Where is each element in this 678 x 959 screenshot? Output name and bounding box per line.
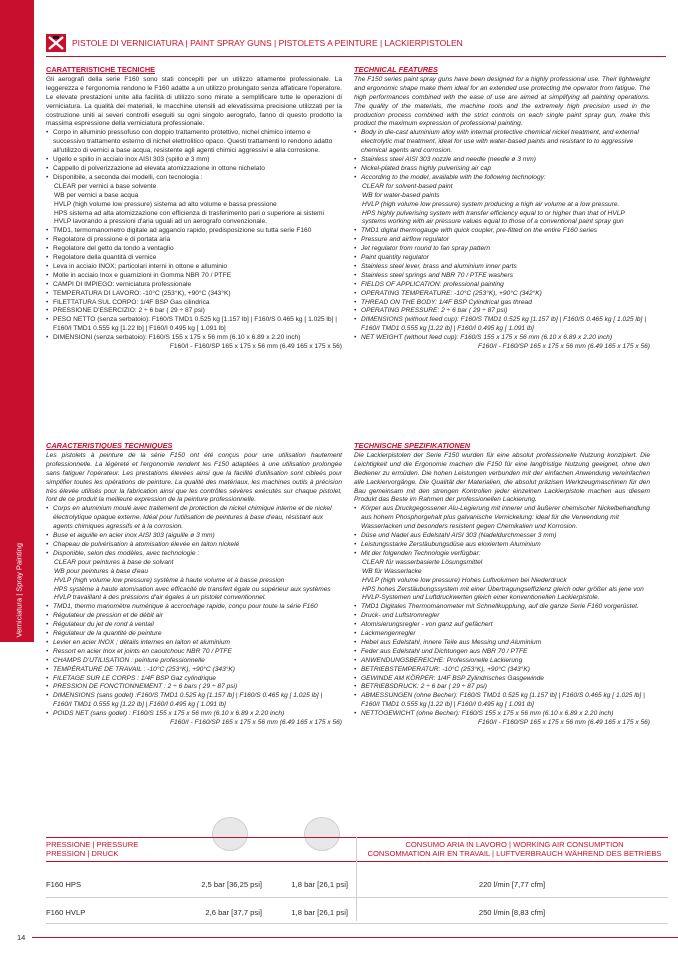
list-item: • TMD1, thermo manomètre numérique à accrochage rapide, conçu pour toute la série F160 [46, 603, 342, 612]
list-item: HVLP (high volume low pressure) Hohes Luftvolumen bei Niederdruck [362, 576, 567, 584]
intro-fr: Les pistolets à peinture de la série F150 ont été conçus pour une utilisation hautement professionnelle. La légèreté et l'ergonomie rendent les F150 adaptées à une utilisation prolongée sans fatiguer l'opérateur. Les prestations élevées ainsi que la facilité d'utilisation sont cibleés pour simplifier toutes les opérations de peinture. La qualité des matériaux, les machines outils à précision très élevée utilisés pour la fabrication ainsi que les contrôles sévères exécutés sur chaque pistolet, font de ce produit la meilleure expression de la peinture professionnelle. [46, 451, 342, 504]
sidebar-label [4, 542, 30, 640]
nozzle-thumbnail-icon [304, 817, 340, 851]
list-item: CLEAR per vernici a base solvente [54, 182, 157, 190]
page-title: PISTOLE DI VERNICIATURA | PAINT SPRAY GUNS | PISTOLETS A PEINTURE | LACKIERPISTOLEN [72, 38, 463, 48]
feature-list-de [354, 505, 650, 728]
list-item: • Düse und Nadel aus Edelstahl AISI 303 (Nadeldurchmesser 3 mm) [354, 532, 650, 541]
intro-it: Gli aerografi della serie F160 sono stati concepiti per un utilizzo altamente professionale. La leggerezza e l'ergonomia rendono le F160 adatte a un utilizzo prolungato senza affaticare l'operatore. Le elevate prestazioni unite alla facilità di utilizzo sono mirate a semplificare tutte le operazioni di verniciatura. La qualità dei materiali, le macchine utensili ad elevatissima precisione utilizzati per la costruzione uniti ai severi controlli eseguiti su ogni singolo aerografo, fanno di questo prodotto la massima espressione della verniciatura professionale. [46, 75, 343, 128]
list-item: • TMD1 digital thermogauge with quick coupler, pre-fitted on the entire F160 series [354, 227, 650, 236]
list-item: • NETTOGEWICHT (ohne Becher): F160/S 155 x 175 x 56 mm (6.10 x 6.89 x 2.20 inch) [354, 710, 650, 719]
list-item: CLEAR für wasserbasierte Lösungsmittel [362, 558, 483, 566]
row-consumption: 250 l/min [8,83 cfm] [478, 908, 546, 917]
list-item: WB pour peintures à base d'eau [54, 567, 148, 575]
list-item: HPS sistema ad alta atomizzazione con efficienza di trasferimento pari o superiore ai sistemi HVLP lavorando a pressioni d'aria uguali ad un aerografo convenzionale. [54, 209, 324, 226]
list-item: • Chapeau de pulvérisation à atomisation élevée en laiton nickelé [46, 541, 342, 550]
list-item: • Levier en acier INOX ; détails internes en laiton et aluminium [46, 639, 342, 648]
list-item: • FIELDS OF APPLICATION: professional painting [354, 281, 650, 290]
sidebar-label-text: Verniciatura | Spray Painting [14, 542, 24, 638]
list-item: • Régulateur de pression et de débit air [46, 612, 342, 621]
list-item: • DIMENSIONS (sans godet) :F160/S TMD1 0.525 kg [1.157 lb] | F160/S 0.465 kg [ 1.025 lb] | F160/I TMD1 0.555 kg [1.22 lb] | F160/I 0.495 kg [ 1.091 lb] [46, 692, 342, 710]
pressure-header [46, 840, 138, 858]
list-item: • NET WEIGHT (without feed cup): F160/S 155 x 175 x 56 mm (6.10 x 6.89 x 2.20 inch) [354, 334, 650, 343]
list-item: • Régulateur de la quantité de peinture [46, 630, 342, 639]
row-consumption: 220 l/min [7,77 cfm] [478, 880, 546, 889]
list-item: • CAMPI DI IMPIEGO: verniciatura professionale [46, 281, 342, 290]
row-pressure-1: 2,6 bar [37,7 psi] [205, 908, 262, 917]
list-item: HVLP (high volume low pressure) system producing a high air volume at a low pressure. [362, 200, 620, 208]
list-item: • Disponible, selon des modèles, avec technologie : [46, 550, 342, 559]
list-item: • Atomisierungsregler - von ganz auf gefächert [354, 621, 650, 630]
list-item: • CHAMPS D'UTILISATION : peinture professionnelle [46, 657, 342, 666]
list-item: • TMD1, termomanometro digitale ad aggancio rapido, predisposizione su tutta serie F160 [46, 227, 342, 236]
list-item: WB für Wasserlacke [362, 567, 422, 575]
list-item: • Jet regulator from round to fan spray pattern [354, 245, 650, 254]
list-item: CLEAR for solvent-based paint [362, 182, 453, 190]
page-header [46, 34, 666, 54]
list-item: F160/I - F160/SP 165 x 175 x 56 mm (6.49 165 x 175 x 56) [169, 719, 342, 727]
list-item: • Régulateur du jet de rond à ventail [46, 621, 342, 630]
section-de [354, 442, 650, 728]
header-divider [46, 56, 666, 57]
list-item: • Lackmengenregler [354, 630, 650, 639]
row-pressure-1: 2,5 bar [36,25 psi] [201, 880, 262, 889]
list-item: F160/I - F160/SP 165 x 175 x 56 mm (6.49 165 x 175 x 56) [477, 719, 650, 727]
section-en [354, 66, 650, 352]
list-item: • Leistungsstarke Zerstäubungsdüse aus eloxiertem Aluminium [354, 541, 650, 550]
list-item: • OPERATING TEMPERATURE: -10°C (253°K), +90°C (342°K) [354, 290, 650, 299]
intro-de: Die Lackierpistolen der Serie F150 wurden für eine absolut professionelle Nutzung konzipiert. Die Leichtigkeit und die Ergonomie machen die F150 für eine langfristige Nutzung geeignet, ohne den Bediener zu ermüden. Die hohen Leistungen verbunden mit der einfachen Anwendung vereinfachen alle Lackiervorgänge. Die Qualität der Materialien, die absolut präzisen Werkzeugmaschinen für den Bau gemeinsam mit den strengen Kontrollen jeder einzelnen Lackierpistole machen aus diesem Produkt das Beste im Rahmen der professionellen Lackierung. [354, 451, 650, 504]
list-item: • ABMESSUNGEN (ohne Becher): F160/S TMD1 0.525 kg [1.157 lb] | F160/S 0.465 kg [ 1.025 lb] | F160/I TMD1 0.555 kg [1.22 lb] | F160/I 0.495 kg [ 1.091 lb] [354, 692, 650, 710]
list-item: • Leva in acciaio INOX; particolari interni in ottone e alluminio [46, 263, 342, 272]
section-heading-fr: CARACTERISTIQUES TECHNIQUES [46, 441, 173, 450]
section-heading-it: CARATTERISTICHE TECNICHE [46, 65, 156, 74]
list-item: • POIDS NET (sans godet) : F160/S 155 x 175 x 56 mm (6.10 x 6.89 x 2.20 inch) [46, 710, 342, 719]
list-item: F160/I - F160/SP 165 x 175 x 56 mm (6.49 165 x 175 x 56) [477, 343, 650, 351]
list-item: • TEMPÉRATURE DE TRAVAIL : -10°C (253°K), +90°C (343°K) [46, 666, 342, 675]
list-item: • According to the model, available with the following technology: [354, 174, 650, 183]
list-item: • Körper aus Druckgegossener Alu-Legierung mit innerer und äußerer chemischer Nickelbehandlung aus hohem Phosphorgehalt plus galvanische Vernickelung: ideal für die Verwendung mit Wasserlacken und besonders resistent gegen Chemikalien und Korrosion. [354, 505, 650, 532]
list-item: • GEWINDE AM KÖRPER: 1/4F BSP Zylindrisches Gasgewinde [354, 675, 650, 684]
feature-list-fr [46, 505, 342, 728]
list-item: • Stainless steel lever, brass and aluminium inner parts [354, 263, 650, 272]
list-item: • TEMPERATURA DI LAVORO: -10°C (253°K), +90°C (343°K) [46, 290, 342, 299]
brand-logo-icon [46, 34, 66, 52]
list-item: • DIMENSIONS (without feed cup): F160/S TMD1 0.525 kg [1.157 lb] | F160/S 0.465 kg [ 1.025 lb] | F160/I TMD1 0.555 kg [1.22 lb] | F160/I 0.495 kg [ 1.091 lb] [354, 316, 650, 334]
list-item: • Corps en aluminium moulé avec traitement de protection de nickel chimique interne et de nickel électrolytique opaque externe. Idéal pour l'utilisation de peintures à base d'eau, résistant aux agents chimiques agressifs et à la corrosion. [46, 505, 342, 532]
list-item: HPS système à haute atomisation avec efficacité de transfert égale ou supérieur aux systèmes HVLP travaillant à des pressions d'air égales à un pistolet conventionnel. [54, 585, 331, 602]
pressure-header-line2: PRESSION | DRUCK [46, 849, 119, 858]
section-heading-en: TECHNICAL FEATURES [354, 65, 438, 74]
list-item: • Mit der folgenden Technologie verfügbar: [354, 550, 650, 559]
list-item: • Stainless steel springs and NBR 70 / PTFE washers [354, 272, 650, 281]
list-item: CLEAR pour peintures à base de solvant [54, 558, 174, 566]
list-item: • Paint quantity regulator [354, 254, 650, 263]
list-item: • Ugello e spillo in acciaio inox AISI 303 (spillo ø 3 mm) [46, 156, 342, 165]
list-item: • Molle in acciaio Inox e guarnizioni in Gomma NBR 70 / PTFE [46, 272, 342, 281]
list-item: WB for water-based paints [362, 191, 440, 199]
list-item: • Body in die-cast aluminium alloy with internal protective chemical nickel treatment, and external electrolytic mat treatment, ideal for use with water-based paints and resistant to to aggressive chemical agents and corrosion. [354, 129, 650, 156]
list-item: • THREAD ON THE BODY: 1/4F BSP Cylindrical gas thread [354, 299, 650, 308]
list-item: • Regolatore del getto da tondo a ventaglio [46, 245, 342, 254]
list-item: • Corpo in alluminio pressofuso con doppio trattamento protettivo, nichel chimico interno e successivo trattamento esterno di nichel elettrolitico opaco. Questi trattamenti lo rendono adatto all'utilizzo di vernici a base acqua, resistente agli agenti chimici aggressivi e alla corrosione. [46, 129, 342, 156]
list-item: HVLP (high volume low pressure) sistema ad alto volume e bassa pressione [54, 200, 277, 208]
list-item: • PESO NETTO (senza serbatoio): F160/S TMD1 0.525 kg [1.157 lb] | F160/S 0.465 kg [ 1.025 lb] | F160/I TMD1 0.555 kg [1.22 lb] | F160/I 0.495 kg [ 1.091 lb] [46, 316, 342, 334]
section-it [46, 66, 342, 352]
list-item: • BETRIEBSDRUCK: 2 ÷ 6 bar ( 29 ÷ 87 psi) [354, 683, 650, 692]
table-header-rule [46, 861, 668, 862]
consumption-header-line2: CONSOMMATION AIR EN TRAVAIL | LUFTVERBRAUCH WÄHREND DES BETRIEBS [367, 849, 662, 858]
list-item: • FILETTATURA SUL CORPO: 1/4F BSP Gas cilindrica [46, 299, 342, 308]
list-item: • DIMENSIONI (senza serbatoio): F160/S 155 x 175 x 56 mm (6.10 x 6.89 x 2.20 inch) [46, 334, 342, 343]
page-number: 14 [17, 933, 26, 942]
list-item: • Regolatore di pressione e di portata aria [46, 236, 342, 245]
table-bottom-rule [46, 923, 668, 924]
row-pressure-2: 1,8 bar [26,1 psi] [291, 908, 348, 917]
footer-divider [32, 937, 678, 938]
table-top-rule [46, 837, 668, 838]
section-heading-de: TECHNISCHE SPEZIFIKATIONEN [354, 441, 471, 450]
list-item: • ANWENDUNGSBEREICHE: Professionelle Lackierung [354, 657, 650, 666]
intro-en: The F150 series paint spray guns have been designed for a highly professional use. Their lightweight and ergonomic shape make them ideal for an extended use protecting the operator from fatigue. The high performances combined with the ease of use are aimed at simplifying all painting operations. The quality of the materials, the machine tools and the extremely high precision used in the production process combined with the strict controls on each single paint spray gun, make this product the maximum expression of professional painting. [354, 75, 650, 128]
consumption-header [361, 840, 668, 858]
gauge-thumbnail-icon [212, 817, 248, 851]
consumption-header-line1: CONSUMO ARIA IN LAVORO | WORKING AIR CONSUMPTION [405, 840, 624, 849]
list-item: HPS hohes Zerstäubungssystem mit einer Übertragungseffizienz gleich oder größer als jene von HVLP-Systemen und Luftdruckwerten gleich einer konventionellen Lackierpistole. [362, 585, 644, 602]
list-item: • Disponibile, a seconda dei modelli, con tecnologia : [46, 174, 342, 183]
list-item: • PRESSION DE FONCTIONNEMENT : 2 ÷ 6 bars ( 29 ÷ 87 psi) [46, 683, 342, 692]
list-item: • BETRIEBSTEMPERATUR: -10°C (253°K), +90°C (343°K) [354, 666, 650, 675]
list-item: • Nickel-plated brass highly pulverising air cap [354, 165, 650, 174]
list-item: F160/I - F160/SP 165 x 175 x 56 mm (6.49 165 x 175 x 56) [169, 343, 342, 351]
list-item: • Ressort en acier Inox et joints en caoutchouc NBR 70 / PTFE [46, 648, 342, 657]
list-item: • Regolatore della quantità di vernice [46, 254, 342, 263]
list-item: • Pressure and airflow regulator [354, 236, 650, 245]
list-item: • TMD1 Digitales Thermomanometer mit Schnellkupplung, auf die ganze Serie F160 vorgerüstet. [354, 603, 650, 612]
feature-list-en [354, 129, 650, 352]
list-item: • FILETAGE SUR LE CORPS : 1/4F BSP Gaz cylindrique [46, 675, 342, 684]
sidebar [0, 0, 34, 959]
section-fr [46, 442, 342, 728]
list-item: • Hebel aus Edelstahl, innere Teile aus Messing und Aluminium [354, 639, 650, 648]
list-item: HPS highly pulverising system with transfer efficiency equal to or higher than that of HVLP systems working with air pressure values equal to those of a conventional paint spray gun [362, 209, 625, 226]
row-model: F160 HPS [46, 880, 82, 889]
list-item: • PRESSIONE D'ESERCIZIO: 2 ÷ 6 bar ( 29 ÷ 87 psi) [46, 307, 342, 316]
pressure-header-line1: PRESSIONE | PRESSURE [46, 840, 139, 849]
list-item: • Stainless steel AISI 303 nozzle and needle (needle ø 3 mm) [354, 156, 650, 165]
list-item: • Druck- und Luftstromregler [354, 612, 650, 621]
list-item: HVLP (high volume low pressure) système à haute volume et à basse pression [54, 576, 285, 584]
feature-list-it [46, 129, 342, 352]
row-model: F160 HVLP [46, 908, 86, 917]
list-item: • Buse et aiguille en acier inox AISI 303 (aiguille ø 3 mm) [46, 532, 342, 541]
list-item: WB per vernici a base acqua [54, 191, 139, 199]
list-item: • Cappello di polverizzazione ad elevata atomizzazione in ottone nichelato [46, 165, 342, 174]
table-row-divider [46, 897, 668, 898]
list-item: • OPERATING PRESSURE: 2 ÷ 6 bar ( 29 ÷ 87 psi) [354, 307, 650, 316]
list-item: • Feder aus Edelstahl und Dichtungen aus NBR 70 / PTFE [354, 648, 650, 657]
row-pressure-2: 1,8 bar [26,1 psi] [291, 880, 348, 889]
